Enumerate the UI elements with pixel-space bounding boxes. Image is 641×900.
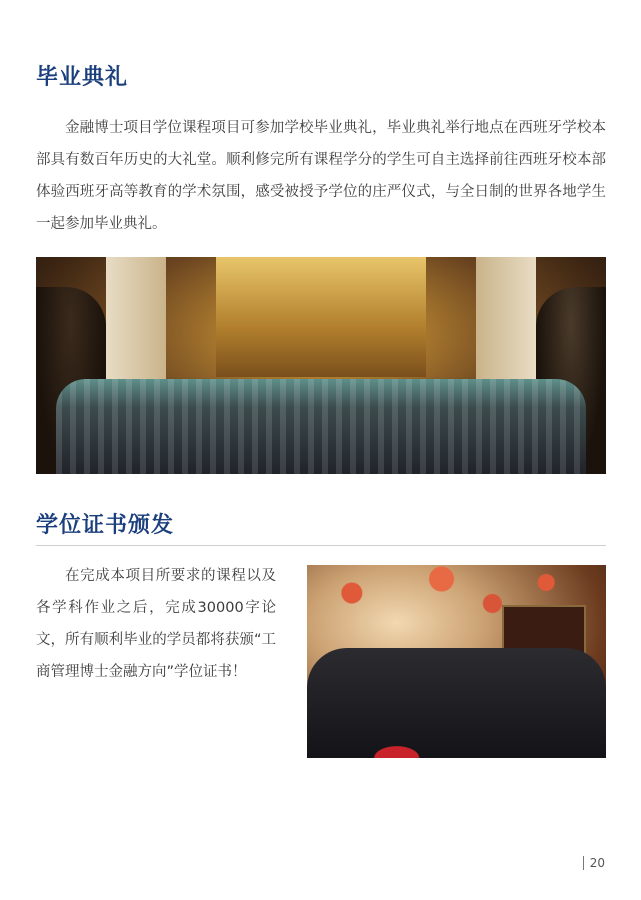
caps-shape bbox=[307, 565, 606, 635]
section-divider bbox=[36, 545, 606, 546]
graduates-cap-toss-photo bbox=[307, 565, 606, 758]
crowd-shape bbox=[56, 379, 586, 474]
altar-shape bbox=[216, 257, 426, 377]
people-shape bbox=[307, 648, 606, 758]
section-title-degree-certificate: 学位证书颁发 bbox=[36, 513, 175, 538]
degree-certificate-paragraph: 在完成本项目所要求的课程以及各学科作业之后，完成30000字论文，所有顺利毕业的学员都将获颁“工商管理博士金融方向”学位证书！ bbox=[36, 568, 276, 680]
graduation-ceremony-paragraph: 金融博士项目学位课程项目可参加学校毕业典礼，毕业典礼举行地点在西班牙学校本部具有数百年历史的大礼堂。顺利修完所有课程学分的学生可自主选择前往西班牙校本部体验西班牙高等教育的学术氛围，感受被授予学位的庄严仪式，与全日制的世界各地学生一起参加毕业典礼。 bbox=[36, 120, 606, 232]
page-number: 20 bbox=[583, 856, 605, 870]
graduation-ceremony-photo bbox=[36, 257, 606, 474]
section-title-graduation-ceremony: 毕业典礼 bbox=[36, 65, 129, 90]
